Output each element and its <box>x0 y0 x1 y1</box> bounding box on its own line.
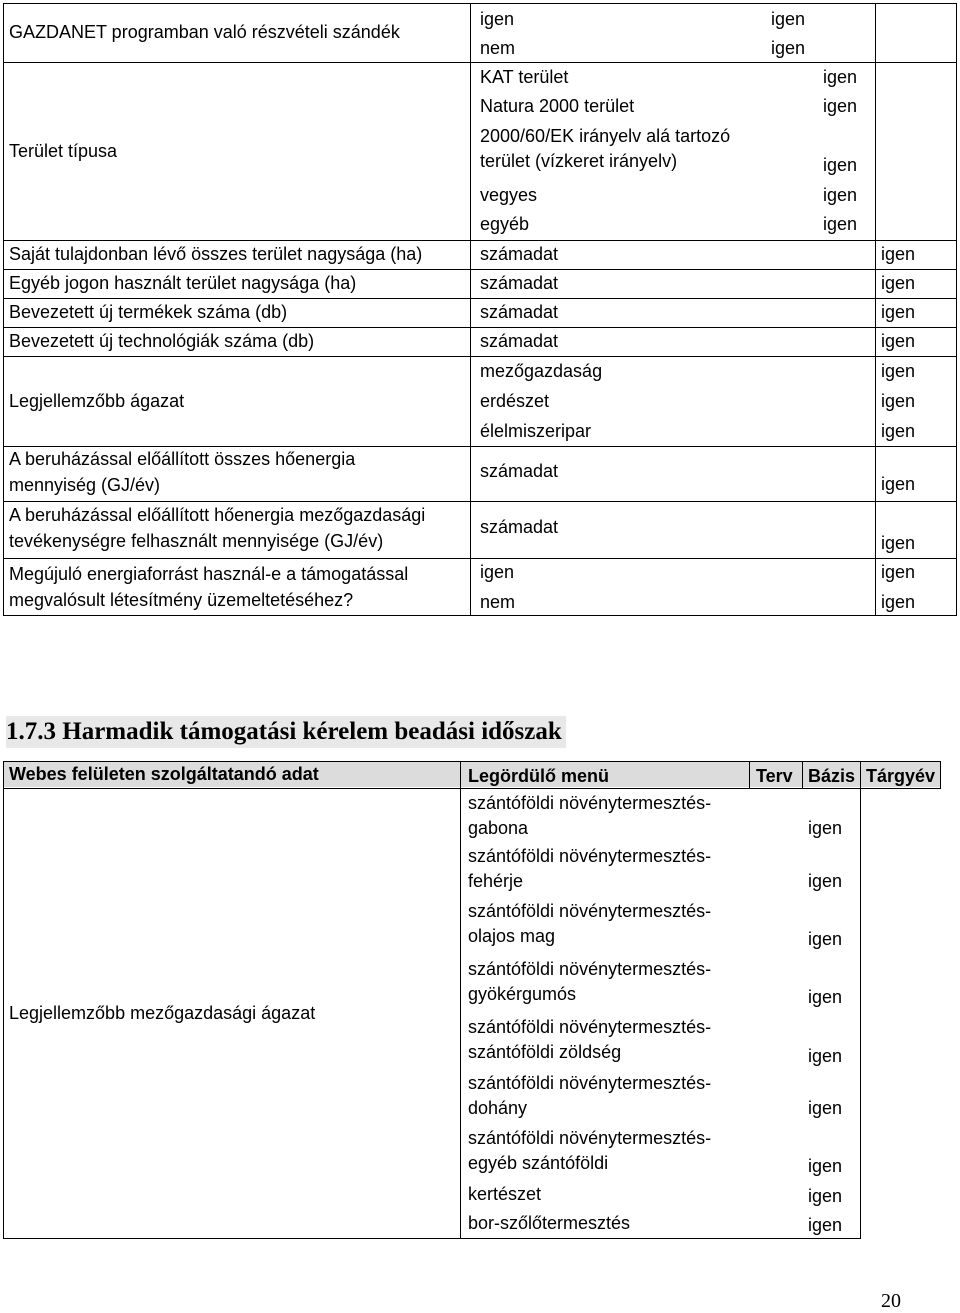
menu-item-line: fehérje <box>468 871 524 891</box>
option-item: 2000/60/EK irányelv alá tartozó <box>480 126 731 146</box>
value-cell: igen <box>808 1098 843 1118</box>
menu-item-line: gyökérgumós <box>468 984 577 1004</box>
section-title: 1.7.3 Harmadik támogatási kérelem beadási időszak <box>6 716 566 748</box>
value-cell: igen <box>808 1215 843 1235</box>
value-cell: igen <box>881 562 916 582</box>
option-item: vegyes <box>480 185 538 205</box>
page-number: 20 <box>881 1290 901 1312</box>
value-cell: igen <box>823 67 858 87</box>
value-cell: igen <box>823 214 858 234</box>
menu-item-line: gabona <box>468 818 529 838</box>
value-cell: igen <box>881 474 916 494</box>
option-item: terület (vízkeret irányelv) <box>480 151 678 171</box>
value-cell: igen <box>808 929 843 949</box>
option-item: élelmiszeripar <box>480 421 592 441</box>
column-header: Tárgyév <box>866 766 936 786</box>
value-cell: igen <box>881 533 916 553</box>
row-label: Saját tulajdonban lévő összes terület nagysága (ha) <box>9 244 423 264</box>
column-header: Bázis <box>808 766 856 786</box>
row-label: Egyéb jogon használt terület nagysága (ha) <box>9 273 357 293</box>
value-cell: igen <box>808 871 843 891</box>
value-cell: igen <box>808 818 843 838</box>
row-label-line: megvalósult létesítmény üzemeltetéséhez? <box>9 590 354 610</box>
value-cell: igen <box>823 185 858 205</box>
row-label: Bevezetett új termékek száma (db) <box>9 302 288 322</box>
option-item: mezőgazdaság <box>480 361 603 381</box>
value-cell: igen <box>881 592 916 612</box>
value-cell: igen <box>823 96 858 116</box>
menu-item-line: kertészet <box>468 1184 542 1204</box>
value-cell: igen <box>881 391 916 411</box>
value-cell: igen <box>881 244 916 264</box>
row-label-line: mennyiség (GJ/év) <box>9 475 161 495</box>
menu-item-line: szántóföldi növénytermesztés- <box>468 846 712 866</box>
menu-item-line: szántóföldi növénytermesztés- <box>468 901 712 921</box>
menu-item-line: szántóföldi növénytermesztés- <box>468 793 712 813</box>
option-item: számadat <box>480 461 559 481</box>
value-cell: igen <box>881 361 916 381</box>
value-cell: igen <box>881 421 916 441</box>
value-cell: igen <box>808 1046 843 1066</box>
value-cell: igen <box>771 38 806 58</box>
value-cell: igen <box>771 9 806 29</box>
value-cell: igen <box>808 1156 843 1176</box>
option-item: erdészet <box>480 391 550 411</box>
column-header: Webes felületen szolgáltatandó adat <box>9 764 319 784</box>
row-label-line: Megújuló energiaforrást használ-e a támogatással <box>9 564 409 584</box>
menu-item-line: olajos mag <box>468 926 556 946</box>
row-label-terulet-tipusa: Terület típusa <box>9 141 118 161</box>
option-item: nem <box>480 38 516 58</box>
row-label-line: tevékenységre felhasznált mennyisége (GJ/év) <box>9 531 384 551</box>
menu-item-line: dohány <box>468 1098 528 1118</box>
value-cell: igen <box>808 1186 843 1206</box>
option-item: számadat <box>480 273 559 293</box>
value-cell: igen <box>881 302 916 322</box>
menu-item-line: szántóföldi növénytermesztés- <box>468 959 712 979</box>
row-label-line: A beruházással előállított hőenergia mezőgazdasági <box>9 505 426 525</box>
column-header: Legördülő menü <box>468 766 609 786</box>
option-item: számadat <box>480 517 559 537</box>
menu-item-line: egyéb szántóföldi <box>468 1153 609 1173</box>
value-cell: igen <box>808 987 843 1007</box>
option-item: számadat <box>480 302 559 322</box>
menu-item-line: szántóföldi növénytermesztés- <box>468 1017 712 1037</box>
value-cell: igen <box>823 155 858 175</box>
option-item: igen <box>480 9 515 29</box>
row-label-line: A beruházással előállított összes hőenergia <box>9 449 356 469</box>
option-item: számadat <box>480 331 559 351</box>
menu-item-line: bor-szőlőtermesztés <box>468 1213 631 1233</box>
menu-item-line: szántóföldi növénytermesztés- <box>468 1073 712 1093</box>
option-item: számadat <box>480 244 559 264</box>
option-item: nem <box>480 592 516 612</box>
option-item: igen <box>480 562 515 582</box>
menu-item-line: szántóföldi növénytermesztés- <box>468 1128 712 1148</box>
row-label-legjellemzobb-agazat: Legjellemzőbb ágazat <box>9 391 185 411</box>
value-cell: igen <box>881 273 916 293</box>
row-label-gazdanet: GAZDANET programban való részvételi szándék <box>9 22 400 42</box>
menu-item-line: szántóföldi zöldség <box>468 1042 622 1062</box>
column-header: Terv <box>756 766 793 786</box>
option-item: Natura 2000 terület <box>480 96 635 116</box>
option-item: egyéb <box>480 214 530 234</box>
option-item: KAT terület <box>480 67 569 87</box>
row-label-legjellemzobb-mezogazdasagi-agazat: Legjellemzőbb mezőgazdasági ágazat <box>9 1003 316 1023</box>
value-cell: igen <box>881 331 916 351</box>
row-label: Bevezetett új technológiák száma (db) <box>9 331 315 351</box>
